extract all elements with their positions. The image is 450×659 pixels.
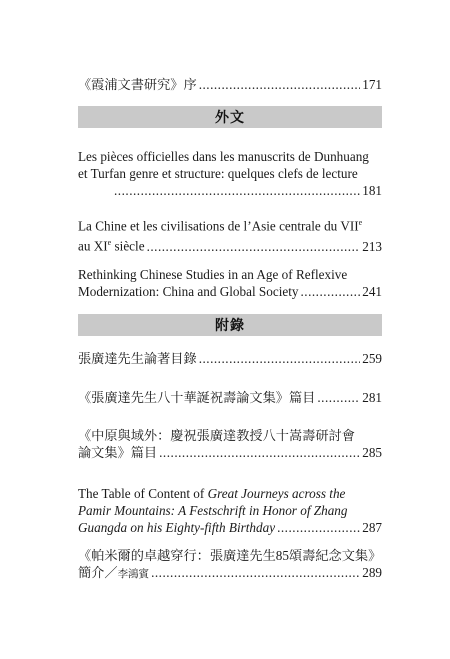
page-number: 241 (362, 284, 382, 299)
section-header-appendix (78, 314, 382, 336)
entry-title-line2: et Turfan genre et structure: quelques clefs de lecture (78, 166, 358, 181)
page-number: 287 (362, 520, 382, 535)
leader-dots (317, 389, 360, 406)
toc-entry-bibliography[interactable] (78, 350, 382, 367)
entry-title-line1: Les pièces officielles dans les manuscrits de Dunhuang (78, 149, 369, 164)
page-number: 285 (362, 445, 382, 460)
toc-entry-pieces-officielles[interactable] (78, 148, 382, 199)
leader-dots (199, 350, 361, 367)
toc-entry-zhongyuan-yuwai[interactable] (78, 427, 382, 461)
entry-title-line1: 《帕米爾的卓越穿行：張廣達先生85頌壽紀念文集》 (78, 548, 382, 563)
toc-entry-xiapu-preface[interactable] (78, 76, 382, 93)
page-number: 213 (362, 238, 382, 254)
leader-dots (277, 519, 360, 536)
toc-entry-pamir-introduction[interactable] (78, 547, 382, 583)
section-header-foreign (78, 106, 382, 128)
entry-title-line1: The Table of Content of Great Journeys across the (78, 486, 346, 501)
entry-title-line2: au XIe siècle (78, 238, 145, 254)
entry-title: 張廣達先生論著目錄 (78, 351, 197, 366)
section-title: 附錄 (215, 318, 245, 334)
entry-title-line1: 《中原與域外：慶祝張廣達教授八十嵩壽研討會 (78, 428, 355, 443)
entry-title-line1: La Chine et les civilisations de l’Asie centrale du VIIe (78, 218, 363, 234)
toc-entry-great-journeys-contents[interactable] (78, 485, 382, 536)
entry-title-line2: 論文集》篇目 (78, 445, 158, 460)
leader-dots (159, 444, 360, 461)
page-number: 281 (362, 390, 382, 405)
entry-title-line2: Pamir Mountains: A Festschrift in Honor of Zhang (78, 503, 348, 518)
entry-title-line2: 簡介／李鴻賓 (78, 565, 150, 580)
leader-dots (114, 182, 360, 199)
page-number: 289 (362, 565, 382, 580)
leader-dots (199, 76, 361, 93)
leader-dots (300, 283, 360, 300)
page-number: 171 (362, 77, 382, 92)
entry-title: 《霞浦文書研究》序 (78, 77, 197, 92)
author-name: 李鴻賓 (117, 569, 150, 580)
toc-entry-80th-festschrift-contents[interactable] (78, 389, 382, 406)
entry-title-line2: Modernization: China and Global Society (78, 284, 299, 299)
entry-title-line3: Guangda on his Eighty-fifth Birthday (78, 520, 276, 535)
page-number: 259 (362, 351, 382, 366)
page-number: 181 (362, 183, 382, 198)
leader-dots (151, 564, 360, 581)
toc-entry-rethinking-chinese-studies[interactable] (78, 266, 382, 300)
entry-title: 《張廣達先生八十華誕祝壽論文集》篇目 (78, 390, 316, 405)
toc-entry-la-chine[interactable] (78, 214, 382, 255)
entry-title-line1: Rethinking Chinese Studies in an Age of Reflexive (78, 267, 348, 282)
leader-dots (147, 238, 361, 255)
section-title: 外文 (215, 110, 245, 126)
